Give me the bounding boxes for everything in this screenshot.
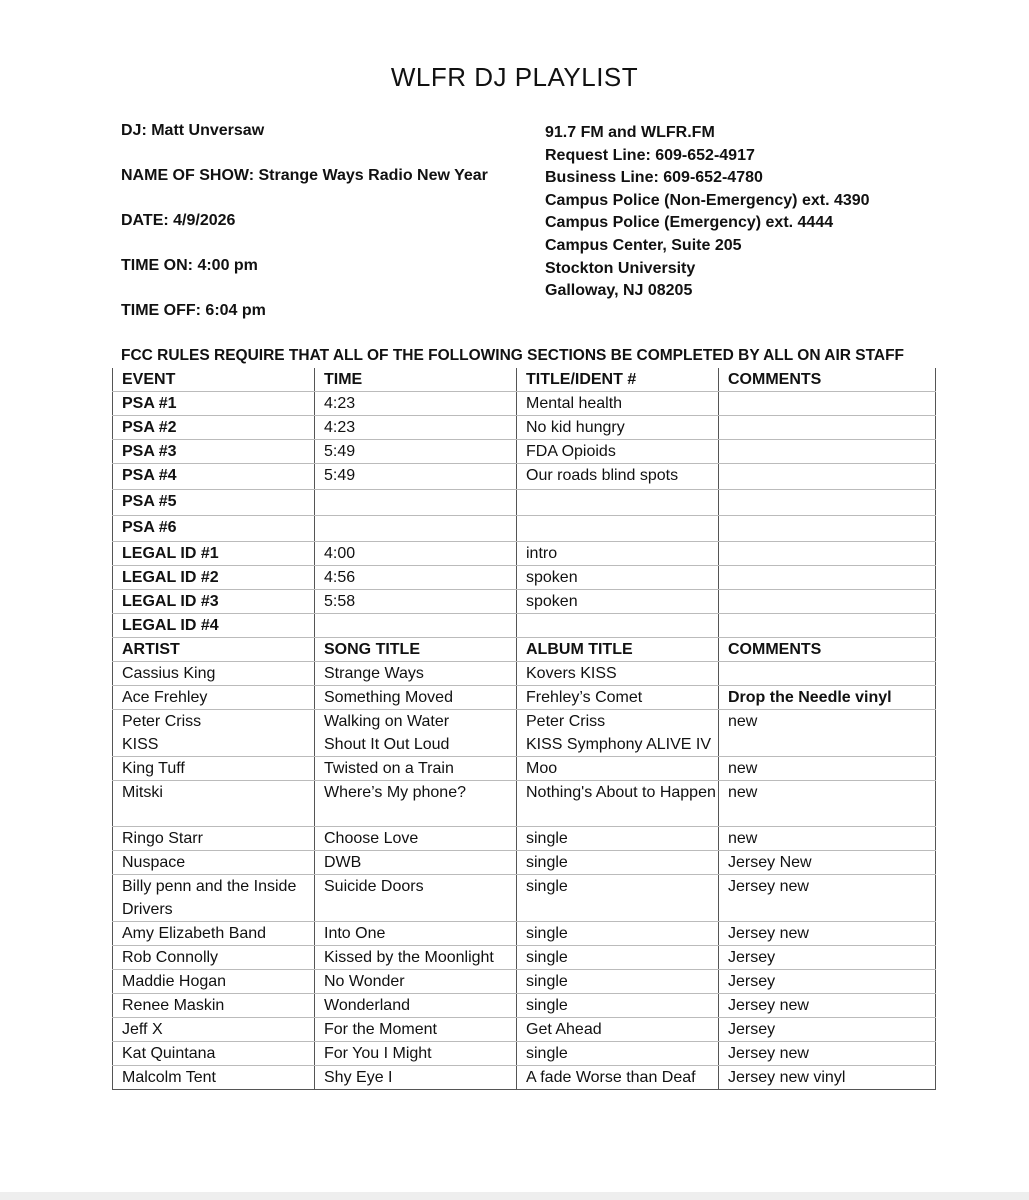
event-row [113,516,936,542]
event-name: PSA #3 [113,440,315,464]
song-artist: Ace Frehley [113,686,315,710]
page-title: WLFR DJ PLAYLIST [390,62,639,92]
song-row [113,875,936,922]
song-comments: Jersey [719,946,936,970]
event-name: PSA #1 [113,392,315,416]
time-on: TIME ON: 4:00 pm [121,257,258,274]
page-bottom-edge [0,1192,1029,1200]
playlist-table-body [113,368,936,1090]
song-row [113,710,936,757]
song-row [113,686,936,710]
event-row [113,614,936,638]
dj-name: DJ: Matt Unversaw [121,122,265,139]
song-comments: new [719,781,936,827]
col-header-artist: ARTIST [113,638,315,662]
event-time: 4:56 [315,566,517,590]
event-row [113,416,936,440]
event-name: PSA #6 [113,516,315,542]
song-title: Strange Ways [315,662,517,686]
event-header-row [113,368,936,392]
song-album: Peter Criss KISS Symphony ALIVE IV [517,710,719,757]
song-artist: King Tuff [113,757,315,781]
event-comments [719,440,936,464]
song-album: single [517,994,719,1018]
request-line: Request Line: 609-652-4917 [545,146,755,164]
song-comments: Jersey new [719,922,936,946]
station-frequency: 91.7 FM and WLFR.FM [545,124,715,141]
song-title: For You I Might [315,1042,517,1066]
song-album: Moo [517,757,719,781]
business-line: Business Line: 609-652-4780 [545,169,763,187]
song-artist: Mitski [113,781,315,827]
song-row [113,1042,936,1066]
show-name: NAME OF SHOW: Strange Ways Radio New Year [121,167,488,184]
event-title: spoken [517,590,719,614]
song-album: single [517,851,719,875]
event-comments [719,490,936,516]
event-time: 4:23 [315,416,517,440]
song-title: Suicide Doors [315,875,517,922]
song-row [113,922,936,946]
song-album: single [517,946,719,970]
song-comments: Jersey new [719,1042,936,1066]
song-album: Get Ahead [517,1018,719,1042]
song-album: single [517,827,719,851]
song-title: Where’s My phone? [315,781,517,827]
song-title: No Wonder [315,970,517,994]
song-comments: new [719,757,936,781]
song-row [113,970,936,994]
event-comments [719,590,936,614]
song-comments: Jersey [719,1018,936,1042]
col-header-comments: COMMENTS [719,368,936,392]
event-row [113,542,936,566]
col-header-time: TIME [315,368,517,392]
event-name: PSA #4 [113,464,315,490]
song-artist: Jeff X [113,1018,315,1042]
song-title: Into One [315,922,517,946]
event-name: LEGAL ID #3 [113,590,315,614]
event-name: PSA #5 [113,490,315,516]
song-artist: Maddie Hogan [113,970,315,994]
song-artist: Malcolm Tent [113,1066,315,1090]
fcc-notice: FCC RULES REQUIRE THAT ALL OF THE FOLLOWING SECTIONS BE COMPLETED BY ALL ON AIR STAFF [121,347,905,364]
song-comments: new [719,710,936,757]
event-time: 5:49 [315,440,517,464]
event-time: 4:00 [315,542,517,566]
song-title: Kissed by the Moonlight [315,946,517,970]
song-artist: Amy Elizabeth Band [113,922,315,946]
song-album: single [517,1042,719,1066]
event-time [315,614,517,638]
song-row [113,994,936,1018]
song-row [113,1018,936,1042]
event-title: spoken [517,566,719,590]
song-artist: Peter Criss KISS [113,710,315,757]
song-row [113,781,936,827]
event-comments [719,566,936,590]
col-header-title-ident: TITLE/IDENT # [517,368,719,392]
song-row [113,946,936,970]
song-album: single [517,922,719,946]
event-row [113,440,936,464]
song-title: Walking on Water Shout It Out Loud [315,710,517,757]
song-title: Choose Love [315,827,517,851]
playlist-table [112,368,936,1090]
event-title: No kid hungry [517,416,719,440]
song-comments: Jersey New [719,851,936,875]
song-comments: new [719,827,936,851]
event-comments [719,614,936,638]
university-name: Stockton University [545,259,696,277]
col-header-album-title: ALBUM TITLE [517,638,719,662]
song-artist: Renee Maskin [113,994,315,1018]
song-title: Shy Eye I [315,1066,517,1090]
song-album: single [517,970,719,994]
song-album: Kovers KISS [517,662,719,686]
event-time [315,490,517,516]
event-title [517,490,719,516]
event-row [113,566,936,590]
campus-center-address: Campus Center, Suite 205 [545,236,742,254]
campus-police-non-emergency: Campus Police (Non-Emergency) ext. 4390 [545,191,870,209]
song-album: single [517,875,719,922]
event-time: 4:23 [315,392,517,416]
event-name: LEGAL ID #4 [113,614,315,638]
song-album: Frehley’s Comet [517,686,719,710]
event-time [315,516,517,542]
event-row [113,392,936,416]
event-row [113,464,936,490]
event-comments [719,392,936,416]
song-comments: Drop the Needle vinyl [719,686,936,710]
song-album: A fade Worse than Deaf [517,1066,719,1090]
event-row [113,590,936,614]
campus-police-emergency: Campus Police (Emergency) ext. 4444 [545,214,834,232]
show-date: DATE: 4/9/2026 [121,212,236,229]
song-comments: Jersey new vinyl [719,1066,936,1090]
city-state-zip: Galloway, NJ 08205 [545,282,693,300]
event-time: 5:58 [315,590,517,614]
song-title: Twisted on a Train [315,757,517,781]
song-artist: Cassius King [113,662,315,686]
event-name: LEGAL ID #1 [113,542,315,566]
event-title: intro [517,542,719,566]
song-artist: Kat Quintana [113,1042,315,1066]
song-album: Nothing's About to Happen [517,781,719,827]
song-comments: Jersey [719,970,936,994]
event-title: Our roads blind spots [517,464,719,490]
song-artist: Rob Connolly [113,946,315,970]
song-row [113,662,936,686]
song-title: Wonderland [315,994,517,1018]
event-comments [719,516,936,542]
song-artist: Billy penn and the Inside Drivers [113,875,315,922]
col-header-event: EVENT [113,368,315,392]
song-title: For the Moment [315,1018,517,1042]
song-artist: Ringo Starr [113,827,315,851]
song-header-row [113,638,936,662]
event-comments [719,464,936,490]
event-row [113,490,936,516]
event-comments [719,542,936,566]
event-title [517,516,719,542]
song-comments [719,662,936,686]
event-time: 5:49 [315,464,517,490]
song-row [113,851,936,875]
song-row [113,1066,936,1090]
song-row [113,757,936,781]
event-name: PSA #2 [113,416,315,440]
col-header-song-comments: COMMENTS [719,638,936,662]
event-title: Mental health [517,392,719,416]
song-row [113,827,936,851]
event-name: LEGAL ID #2 [113,566,315,590]
time-off: TIME OFF: 6:04 pm [121,302,266,319]
event-title: FDA Opioids [517,440,719,464]
event-comments [719,416,936,440]
song-title: DWB [315,851,517,875]
col-header-song-title: SONG TITLE [315,638,517,662]
song-comments: Jersey new [719,994,936,1018]
song-artist: Nuspace [113,851,315,875]
song-title: Something Moved [315,686,517,710]
station-contact [545,122,870,303]
event-title [517,614,719,638]
song-comments: Jersey new [719,875,936,922]
